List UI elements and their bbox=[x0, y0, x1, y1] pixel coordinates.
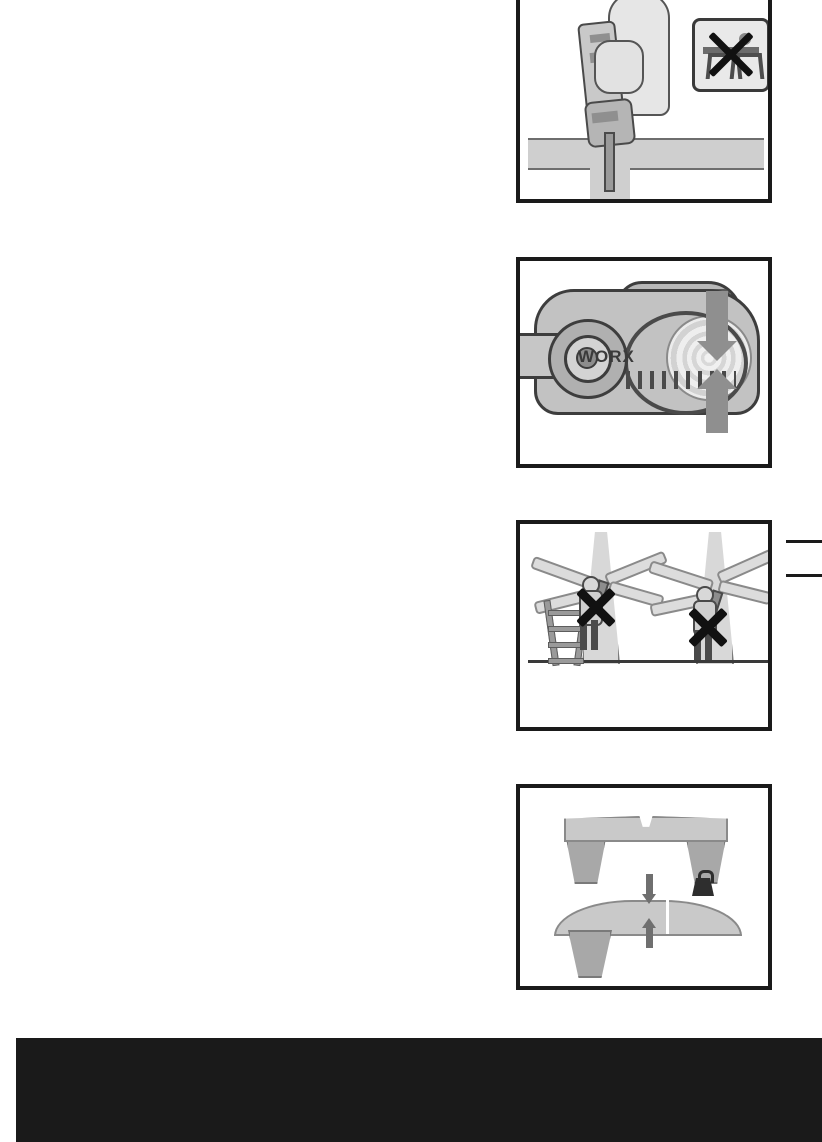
figure-ladder-warning-canvas bbox=[520, 524, 768, 727]
down-arrow-icon bbox=[706, 291, 728, 341]
ladder-rung bbox=[548, 658, 584, 664]
prohibition-inset bbox=[692, 18, 770, 92]
support-block-left bbox=[566, 838, 606, 884]
up-arrow-icon bbox=[646, 928, 653, 948]
prohibition-cross-icon bbox=[680, 600, 736, 656]
prohibition-cross-icon bbox=[568, 580, 624, 636]
figure-plunge-cut-canvas bbox=[520, 0, 768, 199]
board-two-supports bbox=[564, 816, 728, 842]
figure-ladder-warning bbox=[516, 520, 772, 731]
prohibition-cross-icon bbox=[695, 21, 767, 89]
up-arrow-icon bbox=[706, 389, 728, 433]
page-edge-rule-bottom bbox=[786, 574, 822, 577]
workpiece-board bbox=[528, 138, 764, 170]
page-edge-rule-top bbox=[786, 540, 822, 543]
brand-label: WORX bbox=[578, 347, 635, 366]
figure-tool-head bbox=[516, 257, 772, 468]
figure-board-support-canvas bbox=[520, 788, 768, 986]
kerf-gap bbox=[666, 898, 669, 934]
figure-plunge-cut bbox=[516, 0, 772, 203]
support-block-center bbox=[568, 930, 612, 978]
down-arrow-icon bbox=[646, 874, 653, 894]
operator-hand bbox=[594, 40, 644, 94]
saw-blade bbox=[604, 132, 615, 192]
footer-bar bbox=[16, 1038, 822, 1142]
figure-board-support bbox=[516, 784, 772, 990]
figure-tool-head-canvas bbox=[520, 261, 768, 464]
